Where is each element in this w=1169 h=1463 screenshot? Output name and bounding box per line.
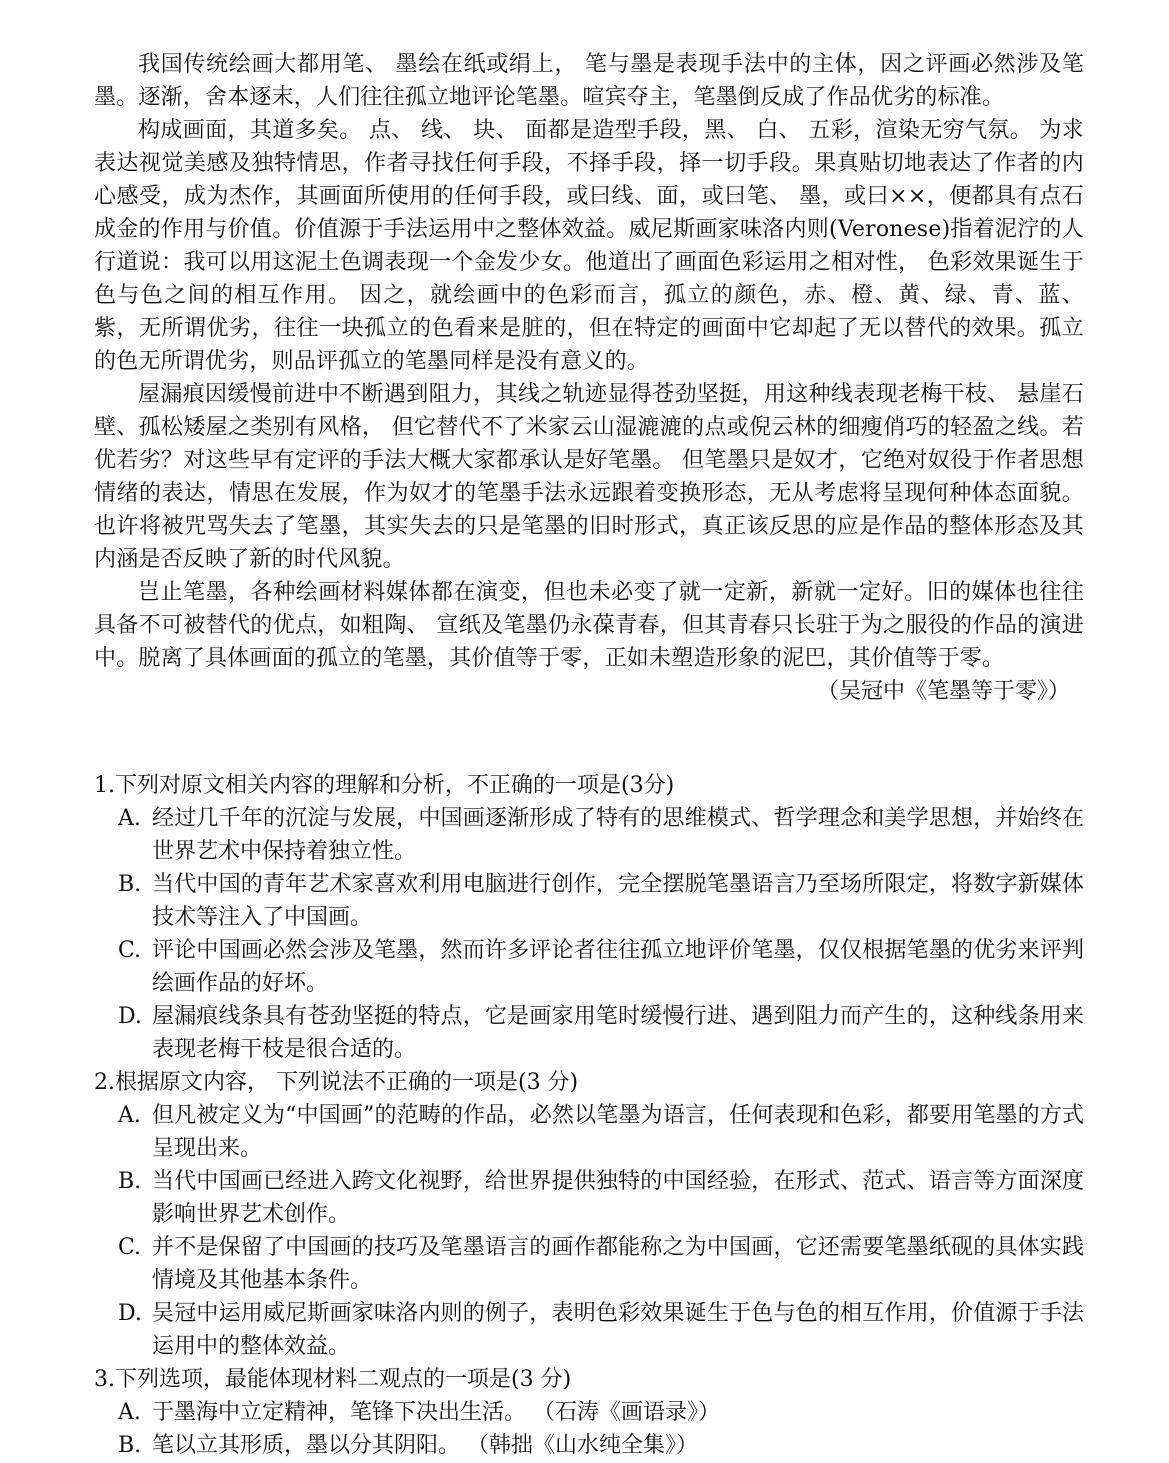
- option-text: 并不是保留了中国画的技巧及笔墨语言的画作都能称之为中国画，它还需要笔墨纸砚的具体实践情境及其他基本条件。: [152, 1235, 1084, 1293]
- passage-source: （吴冠中《笔墨等于零》）: [816, 679, 1070, 704]
- passage-paragraph-4: 岂止笔墨，各种绘画材料媒体都在演变，但也未必变了就一定新，新就一定好。旧的媒体也往往具备不可被替代的优点，如粗陶、 宣纸及笔墨仍永葆青春，但其青春只长驻于为之服役的作品的演进中。脱离了具体画面的孤立的笔墨，其价值等于零，正如未塑造形象的泥巴，其价值等于零。: [94, 580, 1084, 671]
- question-stem: 1.下列对原文相关内容的理解和分析，不正确的一项是(3分): [94, 773, 675, 798]
- option-b: [118, 1429, 1084, 1462]
- option-a: [118, 1099, 1084, 1165]
- question-1: [94, 769, 1084, 1066]
- option-letter: B.: [118, 872, 142, 897]
- option-letter: A.: [118, 1400, 141, 1425]
- option-letter: D.: [118, 1301, 142, 1326]
- option-letter: D.: [118, 1004, 142, 1029]
- question-3: [94, 1363, 1084, 1462]
- option-d: [118, 1000, 1084, 1066]
- option-letter: B.: [118, 1169, 142, 1194]
- reading-passage: [94, 48, 1084, 708]
- option-text: 当代中国的青年艺术家喜欢利用电脑进行创作，完全摆脱笔墨语言乃至场所限定，将数字新媒体技术等注入了中国画。: [152, 872, 1084, 930]
- passage-paragraph-2: 构成画面，其道多矣。 点、 线、 块、 面都是造型手段，黑、 白、 五彩，渲染无穷气氛。 为求表达视觉美感及独特情思，作者寻找任何手段，不择手段，择一切手段。果真贴切地表达了作者的内心感受，成为杰作，其画面所使用的任何手段，或曰线、面，或曰笔、 墨，或曰××，便都具有点石成金的作用与价值。价值源于手法运用中之整体效益。威尼斯画家味洛内则(Veronese)指着泥泞的人行道说：我可以用这泥土色调表现一个金发少女。他道出了画面色彩运用之相对性， 色彩效果诞生于色与色之间的相互作用。 因之，就绘画中的色彩而言，孤立的颜色，赤、橙、黄、绿、青、蓝、 紫，无所谓优劣，往往一块孤立的色看来是脏的，但在特定的画面中它却起了无以替代的效果。孤立的色无所谓优劣，则品评孤立的笔墨同样是没有意义的。: [94, 118, 1084, 374]
- option-text: 屋漏痕线条具有苍劲坚挺的特点，它是画家用笔时缓慢行进、遇到阻力而产生的，这种线条用来表现老梅干枝是很合适的。: [152, 1004, 1084, 1062]
- question-stem: 2.根据原文内容， 下列说法不正确的一项是(3 分): [94, 1070, 579, 1095]
- option-letter: B.: [118, 1433, 142, 1458]
- option-c: [118, 934, 1084, 1000]
- passage-paragraph-1: 我国传统绘画大都用笔、 墨绘在纸或绢上， 笔与墨是表现手法中的主体，因之评画必然涉及笔墨。逐渐，舍本逐末，人们往往孤立地评论笔墨。喧宾夺主，笔墨倒反成了作品优劣的标准。: [94, 52, 1084, 110]
- option-text: 但凡被定义为“中国画”的范畴的作品，必然以笔墨为语言，任何表现和色彩，都要用笔墨的方式呈现出来。: [152, 1103, 1084, 1161]
- question-stem: 3.下列选项，最能体现材料二观点的一项是(3 分): [94, 1367, 572, 1392]
- option-letter: C.: [118, 938, 142, 963]
- option-text: 经过几千年的沉淀与发展，中国画逐渐形成了特有的思维模式、哲学理念和美学思想，并始终在世界艺术中保持着独立性。: [152, 806, 1084, 864]
- option-text: 当代中国画已经进入跨文化视野，给世界提供独特的中国经验，在形式、范式、语言等方面深度影响世界艺术创作。: [152, 1169, 1084, 1227]
- option-b: [118, 868, 1084, 934]
- option-a: [118, 802, 1084, 868]
- option-letter: A.: [118, 806, 141, 831]
- option-text: 评论中国画必然会涉及笔墨，然而许多评论者往往孤立地评价笔墨，仅仅根据笔墨的优劣来评判绘画作品的好坏。: [152, 938, 1084, 996]
- option-letter: C.: [118, 1235, 142, 1260]
- option-text: 笔以立其形质，墨以分其阴阳。 （韩拙《山水纯全集》）: [152, 1433, 698, 1458]
- option-b: [118, 1165, 1084, 1231]
- passage-paragraph-3: 屋漏痕因缓慢前进中不断遇到阻力，其线之轨迹显得苍劲坚挺，用这种线表现老梅干枝、 悬崖石壁、孤松矮屋之类别有风格， 但它替代不了米家云山湿漉漉的点或倪云林的细瘦俏巧的轻盈之线。若优若劣？对这些早有定评的手法大概大家都承认是好笔墨。 但笔墨只是奴才，它绝对奴役于作者思想情绪的表达，情思在发展，作为奴才的笔墨手法永远跟着变换形态，无从考虑将呈现何种体态面貌。也许将被咒骂失去了笔墨，其实失去的只是笔墨的旧时形式，真正该反思的应是作品的整体形态及其内涵是否反映了新的时代风貌。: [94, 382, 1084, 572]
- option-text: 吴冠中运用威尼斯画家味洛内则的例子，表明色彩效果诞生于色与色的相互作用，价值源于手法运用中的整体效益。: [152, 1301, 1084, 1359]
- question-2: [94, 1066, 1084, 1363]
- question-list: [94, 769, 1084, 1462]
- option-text: 于墨海中立定精神，笔锋下决出生活。 （石涛《画语录》）: [152, 1400, 720, 1425]
- option-letter: A.: [118, 1103, 141, 1128]
- option-c: [118, 1231, 1084, 1297]
- option-d: [118, 1297, 1084, 1363]
- option-a: [118, 1396, 1084, 1429]
